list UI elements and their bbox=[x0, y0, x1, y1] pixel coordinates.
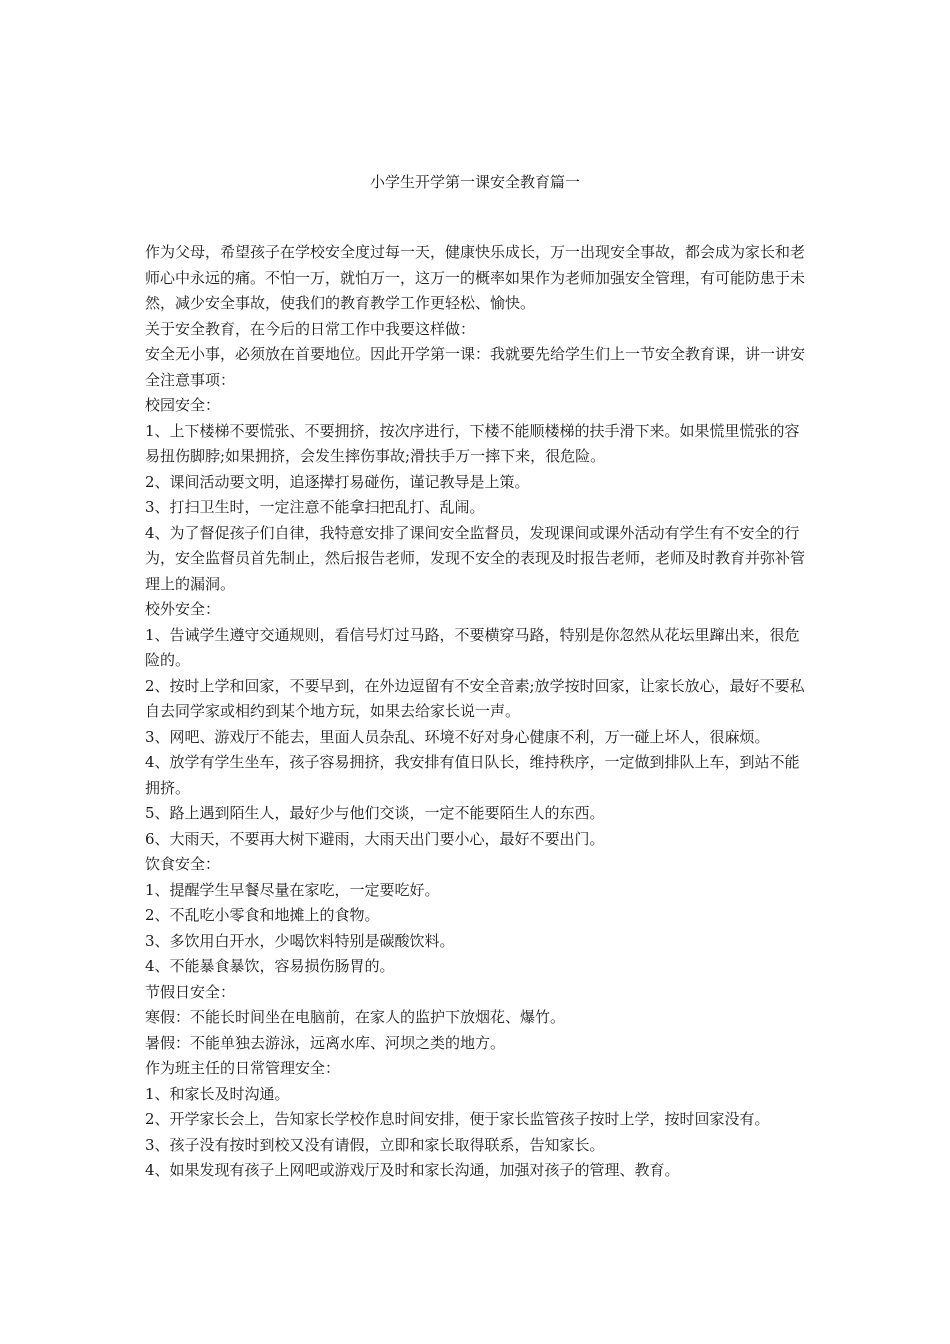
teacher-item-1: 1、和家长及时沟通。 bbox=[145, 1084, 290, 1103]
offcampus-item-6: 6、大雨天，不要再大树下避雨，大雨天出门要小心，最好不要出门。 bbox=[145, 829, 605, 848]
food-item-4: 4、不能暴食暴饮，容易损伤肠胃的。 bbox=[145, 957, 395, 975]
offcampus-item-3: 3、网吧、游戏厅不能去，里面人员杂乱、环境不好对身心健康不利，万一碰上坏人，很麻烦。 bbox=[145, 727, 770, 746]
section-heading-campus: 校园安全： bbox=[145, 396, 221, 414]
teacher-item-2: 2、开学家长会上，告知家长学校作息时间安排，便于家长监管孩子按时上学，按时回家没有。 bbox=[145, 1110, 770, 1128]
section-heading-holiday: 节假日安全： bbox=[145, 982, 236, 1001]
campus-item-1: 1、上下楼梯不要慌张、不要拥挤，按次序进行，下楼不能顺楼梯的扶手滑下来。如果慌里慌张的容易扭伤脚脖;如果拥挤，会发生摔伤事故;滑扶手万一摔下来，很危险。 bbox=[145, 421, 800, 465]
section-heading-teacher: 作为班主任的日常管理安全： bbox=[145, 1059, 341, 1077]
campus-item-4: 4、为了督促孩子们自律，我特意安排了课间安全监督员，发现课间或课外活动有学生有不安全的行为，安全监督员首先制止，然后报告老师，发现不安全的表现及时报告老师，老师及时教育并弥补管理上的漏洞。 bbox=[145, 523, 806, 593]
plan-intro: 关于安全教育，在今后的日常工作中我要这样做： bbox=[145, 319, 476, 338]
offcampus-item-5: 5、路上遇到陌生人，最好少与他们交谈，一定不能要陌生人的东西。 bbox=[145, 804, 605, 822]
food-item-1: 1、提醒学生早餐尽量在家吃，一定要吃好。 bbox=[145, 880, 440, 899]
section-heading-food: 饮食安全： bbox=[145, 855, 221, 873]
offcampus-item-1: 1、告诫学生遵守交通规则，看信号灯过马路，不要横穿马路，特别是你忽然从花坛里蹿出来，很危险的。 bbox=[145, 625, 800, 669]
food-item-2: 2、不乱吃小零食和地摊上的食物。 bbox=[145, 906, 380, 924]
section-heading-offcampus: 校外安全： bbox=[145, 600, 221, 618]
document-body bbox=[145, 240, 810, 1184]
holiday-summer: 暑假：不能单独去游泳，远离水库、河坝之类的地方。 bbox=[145, 1033, 506, 1052]
first-lesson-paragraph: 安全无小事，必须放在首要地位。因此开学第一课：我就要先给学生们上一节安全教育课，讲一讲安全注意事项： bbox=[145, 345, 806, 389]
campus-item-2: 2、课间活动要文明，追逐撵打易碰伤，谨记教导是上策。 bbox=[145, 472, 530, 491]
food-item-3: 3、多饮用白开水，少喝饮料特别是碳酸饮料。 bbox=[145, 931, 455, 950]
teacher-item-3: 3、孩子没有按时到校又没有请假，立即和家长取得联系，告知家长。 bbox=[145, 1135, 605, 1154]
holiday-winter: 寒假：不能长时间坐在电脑前，在家人的监护下放烟花、爆竹。 bbox=[145, 1008, 566, 1026]
document-title: 小学生开学第一课安全教育篇一 bbox=[369, 173, 580, 191]
offcampus-item-2: 2、按时上学和回家，不要早到，在外边逗留有不安全音素;放学按时回家，让家长放心，最好不要私自去同学家或相约到某个地方玩，如果去给家长说一声。 bbox=[145, 676, 805, 720]
intro-paragraph: 作为父母，希望孩子在学校安全度过每一天，健康快乐成长，万一出现安全事故，都会成为家长和老师心中永远的痛。不怕一万，就怕万一，这万一的概率如果作为老师加强安全管理，有可能防患于未然，减少安全事故，使我们的教育教学工作更轻松、愉快。 bbox=[145, 243, 806, 312]
offcampus-item-4: 4、放学有学生坐车，孩子容易拥挤，我安排有值日队长，维持秩序，一定做到排队上车，到站不能拥挤。 bbox=[145, 753, 800, 797]
campus-item-3: 3、打扫卫生时，一定注意不能拿扫把乱打、乱闹。 bbox=[145, 498, 485, 516]
teacher-item-4: 4、如果发现有孩子上网吧或游戏厅及时和家长沟通，加强对孩子的管理、教育。 bbox=[145, 1161, 680, 1179]
